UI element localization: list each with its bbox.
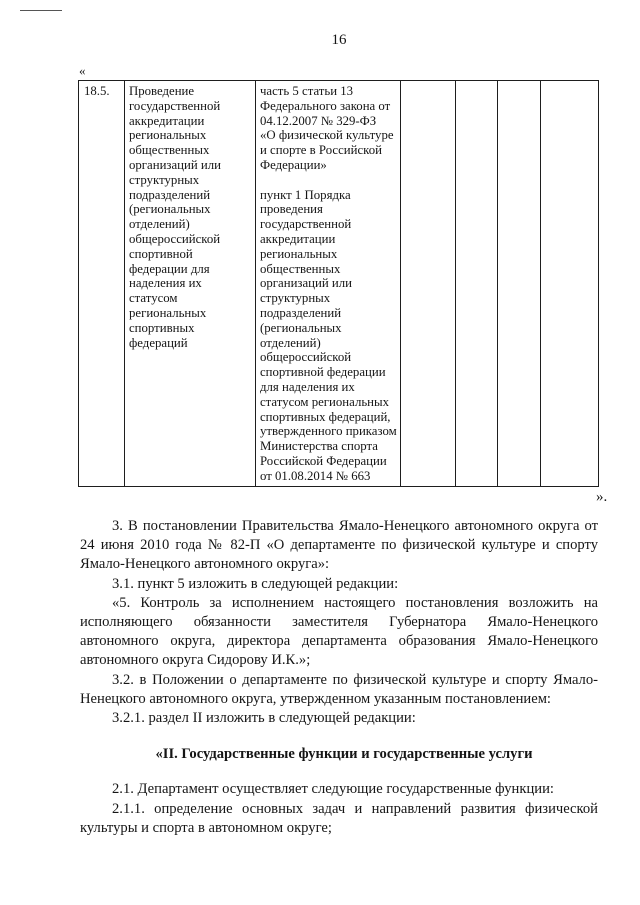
paragraph	[80, 517, 598, 575]
paragraph	[80, 594, 598, 671]
legal-basis-line: проведения	[260, 202, 323, 217]
legal-basis-line: отделений)	[260, 335, 321, 350]
service-name-line: государственной	[129, 98, 221, 113]
service-name-line: отделений)	[129, 217, 190, 232]
legal-basis-line: государственной	[260, 217, 352, 232]
paragraph-line: культуры и спорта в автономном округе;	[80, 819, 332, 836]
paragraph-line: 2.1.1. определение основных задач и направлений развития физической	[112, 800, 598, 817]
paragraph	[80, 709, 598, 728]
legal-basis-line: общественных	[260, 261, 341, 276]
service-name-line: структурных	[129, 172, 200, 187]
legal-basis-line: Федерации»	[260, 157, 327, 172]
paragraph	[80, 671, 598, 709]
legal-basis-line: региональных	[260, 246, 338, 261]
table-closing-quote: ».	[596, 489, 608, 505]
service-name-line: спортивной	[129, 246, 193, 261]
legal-basis-line: Министерства спорта	[260, 439, 378, 454]
legal-basis-line: спортивной федерации	[260, 365, 386, 380]
row-number-cell	[79, 81, 125, 487]
legal-basis-line: аккредитации	[260, 231, 336, 246]
service-name-line: федерации для	[129, 261, 210, 276]
paragraph-line: 3.1. пункт 5 изложить в следующей редакции:	[112, 575, 399, 592]
empty-cell	[401, 81, 456, 487]
paragraph-line: 24 июня 2010 года № 82-П «О департаменте по физической культуре и спорту	[80, 537, 598, 554]
paragraph-line: «5. Контроль за исполнением настоящего постановления возложить на	[112, 594, 598, 611]
legal-basis-line: Федерального закона от	[260, 98, 391, 113]
legal-basis-line: статусом региональных	[260, 394, 390, 409]
paragraph-line: 2.1. Департамент осуществляет следующие государственные функции:	[112, 781, 554, 798]
legal-basis-line: от 01.08.2014 № 663	[260, 468, 371, 483]
paragraph	[80, 575, 598, 594]
table-opening-quote: «	[79, 63, 86, 78]
legal-basis-paragraph	[260, 84, 398, 173]
paragraph	[80, 800, 598, 838]
row-number: 18.5.	[84, 84, 110, 98]
service-name-line: федераций	[129, 335, 188, 350]
service-name-line: Проведение	[129, 84, 195, 98]
legal-basis-line: спортивных федераций,	[260, 409, 391, 424]
page-number: 16	[331, 32, 347, 48]
legal-basis-line: 04.12.2007 № 329-ФЗ	[260, 113, 377, 128]
legal-basis-line: общероссийской	[260, 350, 352, 365]
legal-basis-line: подразделений	[260, 305, 342, 320]
paragraph-line: 3.2. в Положении о департаменте по физической культуре и спорту Ямало-	[112, 671, 598, 688]
table-row	[79, 81, 599, 487]
empty-cell	[541, 81, 599, 487]
paragraph-line: Ненецкого автономного округа, утвержденном указанным постановлением:	[80, 690, 551, 707]
service-name-line: спортивных	[129, 320, 195, 335]
paragraph-line: автономного округа, директора департамента образования Ямало-Ненецкого	[80, 633, 598, 650]
legal-basis-line: для наделения их	[260, 379, 355, 394]
service-name-line: общероссийской	[129, 231, 221, 246]
service-name-line: статусом	[129, 291, 178, 306]
document-body	[80, 517, 598, 838]
paragraph-line: 3.2.1. раздел II изложить в следующей редакции:	[112, 710, 416, 727]
services-table	[78, 80, 599, 487]
service-name-line: аккредитации	[129, 113, 205, 128]
empty-cell	[456, 81, 498, 487]
service-name-line: (региональных	[129, 202, 211, 217]
paragraph-line: исполняющего обязанности заместителя Губернатора Ямало-Ненецкого	[80, 614, 598, 631]
legal-basis-line: структурных	[260, 291, 331, 306]
legal-basis-line: Российской Федерации	[260, 453, 387, 468]
legal-basis-line: пункт 1 Порядка	[260, 187, 351, 202]
service-name-line: региональных	[129, 305, 207, 320]
service-name-cell	[125, 81, 256, 487]
legal-basis-paragraph	[260, 188, 398, 484]
section-heading: «II. Государственные функции и государственные услуги	[155, 746, 533, 763]
scan-artifact-line	[20, 10, 62, 11]
legal-basis-line: часть 5 статьи 13	[260, 84, 354, 98]
empty-cell	[498, 81, 541, 487]
legal-basis-line: «О физической культуре	[260, 128, 394, 143]
paragraph-line: Ямало-Ненецкого автономного округа»:	[80, 556, 330, 573]
service-name-line: наделения их	[129, 276, 202, 291]
legal-basis-line: утвержденного приказом	[260, 424, 397, 439]
legal-basis-line: и спорте в Российской	[260, 143, 382, 158]
service-name-line: организаций или	[129, 157, 221, 172]
paragraph	[80, 780, 598, 799]
paragraph-line: автономного округа Сидорову И.К.»;	[80, 652, 311, 669]
service-name-line: региональных	[129, 128, 207, 143]
legal-basis-line: организаций или	[260, 276, 352, 291]
legal-basis-line: (региональных	[260, 320, 342, 335]
paragraph-line: 3. В постановлении Правительства Ямало-Ненецкого автономного округа от	[112, 518, 598, 534]
legal-basis-cell	[256, 81, 401, 487]
service-name-line: общественных	[129, 143, 210, 158]
service-name-line: подразделений	[129, 187, 211, 202]
